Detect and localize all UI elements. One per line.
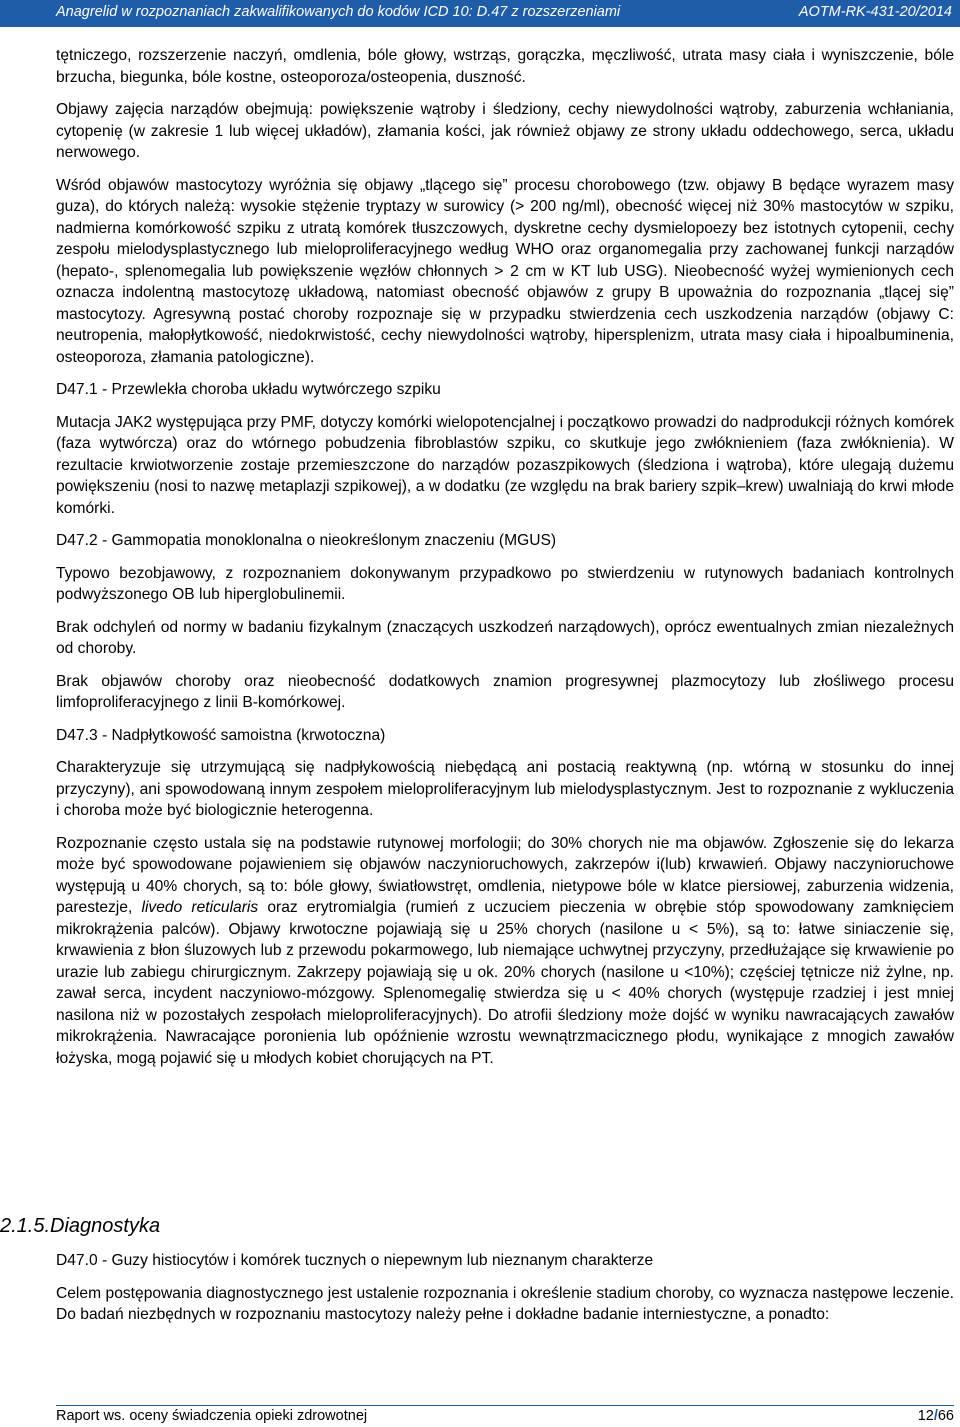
paragraph: tętniczego, rozszerzenie naczyń, omdlenia, bóle głowy, wstrząs, gorączka, męczliwość, utrata masy ciała i wyniszczenie, bóle brzucha, biegunka, bóle kostne, osteoporoza/osteopenia, duszność. [56, 47, 954, 86]
total-pages: 66 [937, 1408, 954, 1424]
main-content [56, 45, 954, 1080]
section-heading [0, 1213, 160, 1239]
paragraph: Brak odchyleń od normy w badaniu fizykalnym (znaczących uszkodzeń narządowych), oprócz ewentualnych zmian niezależnych od choroby. [56, 618, 954, 657]
paragraph: Celem postępowania diagnostycznego jest ustalenie rozpoznania i określenie stadium choroby, co wyznacza następowe leczenie. Do badań niezbędnych w rozpoznaniu mastocytozy należy pełne i dokładne badanie interniestyczne, a ponadto: [56, 1284, 954, 1323]
paragraph-mixed [56, 833, 954, 1070]
paragraph: Charakteryzuje się utrzymującą się nadpłykowością niebędącą ani postacią reaktywną (np. wtórną w stosunku do innej przyczyny), ani spowodowaną innym zespołem mieloproliferacyjnym lub mielodysplastycznym. Jest to rozpoznanie z wykluczenia i choroba może być biologicznie heterogenna. [56, 759, 954, 819]
subsection-title-d47-2: D47.2 - Gammopatia monoklonalna o nieokreślonym znaczeniu (MGUS) [56, 532, 557, 549]
section-number: 2.1.5. [0, 1215, 51, 1237]
header-title: Anagrelid w rozpoznaniach zakwalifikowanych do kodów ICD 10: D.47 z rozszerzeniami [56, 4, 621, 20]
document-footer [56, 1405, 954, 1427]
paragraph: Mutacja JAK2 występująca przy PMF, dotyczy komórki wielopotencjalnej i początkowo prowadzi do nadprodukcji różnych komórek (faza wytwórcza) oraz do wtórnego pobudzenia fibroblastów szpiku, co skutkuje jego zwłóknieniem (faza zwłóknienia). W rezultacie krwiotworzenie zostaje przemieszczone do narządów pozaszpikowych (śledziona i wątroba), które ulegają dużemu powiększeniu (nosi to nazwę metaplazji szpikowej), a w dodatku (ze względu na brak bariery szpik–krew) uwalniają do krwi młode komórki. [56, 413, 954, 517]
text-run: oraz erytromialgia (rumień z uczuciem pieczenia w obrębie stóp spowodowany zamknięciem mikrokrążenia palców). Objawy krwotoczne pojawiają się u 25% chorych (nasilone u < 5%), są to: łatwe siniaczenie się, krwawienia z błon śluzowych lub z przewodu pokarmowego, lub niemające uchwytnej przyczyny, przedłużające się krwawienie po urazie lub zabiegu chirurgicznym. Zakrzepy pojawiają się u ok. 20% chorych (nasilone u <10%); częściej tętnicze niż żylne, np. zawał serca, incydent naczyniowo-mózgowy. Splenomegalię stwierdza się u < 40% chorych (występuje rzadziej i jest mniej nasilona niż w pozostałych zespołach mieloproliferacyjnych). Do atrofii śledziony może dojść w wyniku nawracających zawałów mikrokrążenia. Nawracające poronienia lub opóźnienie wzrostu wewnątrzmacicznego płodu, wynikające z mnogich zawałów łożyska, mogą pojawić się u młodych kobiet chorujących na PT. [56, 899, 954, 1067]
page-number [918, 1406, 954, 1427]
current-page: 12 [917, 1408, 934, 1424]
subsection-title-d47-1: D47.1 - Przewlekła choroba układu wytwórczego szpiku [56, 381, 441, 398]
paragraph: Brak objawów choroby oraz nieobecność dodatkowych znamion progresywnej plazmocytozy lub złośliwego procesu limfoproliferacyjnego z linii B-komórkowej. [56, 672, 954, 711]
subsection-title-d47-0: D47.0 - Guzy histiocytów i komórek tucznych o niepewnym lub nieznanym charakterze [56, 1252, 654, 1269]
paragraph: Objawy zajęcia narządów obejmują: powiększenie wątroby i śledziony, cechy niewydolności wątroby, zaburzenia wchłaniania, cytopenię (w zakresie 1 lub więcej układów), złamania kości, jak również objawy ze strony układu oddechowego, serca, układu nerwowego. [56, 101, 954, 161]
section-title: Diagnostyka [50, 1215, 161, 1237]
paragraph: Typowo bezobjawowy, z rozpoznaniem dokonywanym przypadkowo po stwierdzeniu w rutynowych badaniach kontrolnych podwyższonego OB lub hiperglobulinemii. [56, 564, 954, 603]
page-separator: / [933, 1408, 938, 1424]
document-header [0, 0, 960, 27]
header-report-code: AOTM-RK-431-20/2014 [798, 4, 952, 20]
text-run: Rozpoznanie często ustala się na podstawie rutynowej morfologii; do 30% chorych nie ma objawów. Zgłoszenie się do lekarza może być spowodowane pojawieniem się objawów naczynioruchowych, zakrzepów i(lub) krwawień. Objawy naczynioruchowe występują u 40% chorych, są to: bóle głowy, światłowstręt, omdlenia, nietypowe bóle w klatce piersiowej, zaburzenia widzenia, parestezje, [56, 834, 954, 916]
subsection-title-d47-3: D47.3 - Nadpłytkowość samoistna (krwotoczna) [56, 726, 386, 744]
italic-term: livedo reticularis [141, 899, 259, 916]
footer-report-name: Raport ws. oceny świadczenia opieki zdrowotnej [56, 1408, 368, 1424]
section-content [56, 1250, 954, 1337]
paragraph: Wśród objawów mastocytozy wyróżnia się objawy „tlącego się” procesu chorobowego (tzw. objawy B będące wyrazem masy guza), do których należą: wysokie stężenie tryptazy w surowicy (> 200 ng/ml), obecność więcej niż 30% mastocytów w szpiku, nadmierna komórkowość szpiku z utratą komórek tłuszczowych, dyskretne cechy dysmielopoezy bez istotnych cytopenii, cechy zespołu mielodysplastycznego lub mieloproliferacyjnego według WHO oraz organomegalia przy zachowanej funkcji narządów (hepato-, splenomegalia lub powiększenie węzłów chłonnych > 2 cm w KT lub USG). Nieobecność wyżej wymienionych cech oznacza indolentną mastocytozę układową, natomiast obecność objawów z grupy B upoważnia do rozpoznania „tlącej się” mastocytozy. Agresywną postać choroby rozpoznaje się w przypadku stwierdzenia cech uszkodzenia narządów (objawy C: neutropenia, małopłytkowość, niedokrwistość, cechy niewydolności wątroby, hipersplenizm, utrata masy ciała i hipoalbuminenia, osteoporoza, złamania patologiczne). [56, 176, 954, 366]
